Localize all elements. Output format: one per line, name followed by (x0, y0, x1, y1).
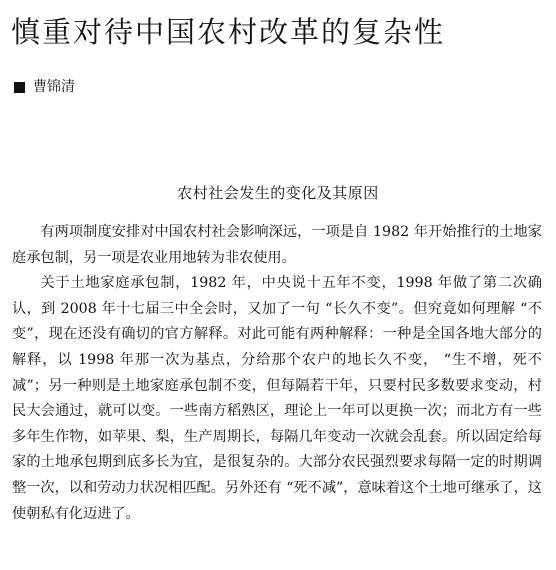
black-square-icon (14, 82, 25, 93)
author-name: 曹锦清 (33, 79, 75, 95)
section-heading: 农村社会发生的变化及其原因 (177, 184, 379, 202)
author-line (14, 78, 75, 96)
paragraph: 有两项制度安排对中国农村社会影响深远，一项是自 1982 年开始推行的土地家庭承包制，另一项是农业用地转为非农使用。 (12, 224, 542, 266)
article-body (12, 220, 542, 527)
article-title: 慎重对待中国农村改革的复杂性 (11, 15, 446, 49)
paragraph: 关于土地家庭承包制，1982 年，中央说十五年不变，1998 年做了第二次确认，到 2008 年十七届三中全会时，又加了一句 “长久不变”。但究竟如何理解 “不变”，现在还没有确切的官方解释。对此可能有两种解释：一种是全国各地大部分的解释，以 1998 年那一次为基点，分给那个农户的地长久不变， “生不增，死不减”；另一种则是土地家庭承包制不变，但每隔若干年，只要村民多数要求变动，村民大会通过，就可以变。一些南方稻熟区，理论上一年可以更换一次；而北方有一些多年生作物，如苹果、梨，生产周期长，每隔几年变动一次就会乱套。所以固定给每家的土地承包期到底多长为宜，是很复杂的。大部分农民强烈要求每隔一定的时期调整一次，以和劳动力状况相匹配。另外还有 “死不减”，意味着这个土地可继承了，这使朝私有化迈进了。 (12, 275, 542, 522)
